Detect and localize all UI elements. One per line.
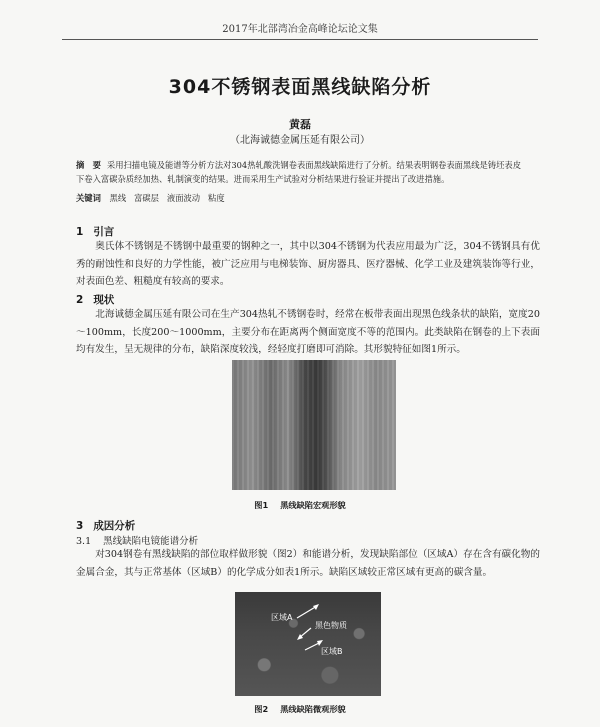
- section-number: 2: [76, 294, 84, 306]
- keyword: 粘度: [208, 193, 225, 203]
- keyword: 黑线: [109, 193, 127, 203]
- running-head: 2017年北部湾冶金高峰论坛论文集: [62, 20, 538, 40]
- author-name: 黄磊: [289, 118, 311, 131]
- section-number: 3: [76, 520, 84, 532]
- section-number: 1: [76, 226, 84, 238]
- section-1-paragraph: 奥氏体不锈钢是不锈钢中最重要的钢种之一，其中以304不锈钢为代表应用最为广泛，304不锈钢具有优秀的耐蚀性和良好的力学性能，被广泛应用与电梯装饰、厨房器具、医疗器械、化学工业及建筑装饰等行业，对表面色差、粗糙度有较高的要求。: [76, 241, 540, 287]
- figure-caption-text: 黑线缺陷微观形貌: [280, 704, 346, 714]
- abstract: [76, 158, 528, 186]
- figure-1-caption: [0, 500, 600, 511]
- section-title: 成因分析: [93, 520, 136, 532]
- section-heading-1: [76, 224, 114, 239]
- keywords: [76, 192, 528, 204]
- section-3-paragraph: 对304钢卷有黑线缺陷的部位取样做形貌（图2）和能谱分析，发现缺陷部位（区域A）存在含有碳化物的金属合金，其与正常基体（区域B）的化学成分如表1所示。缺陷区域较正常区域有更高的碳含量。: [76, 549, 540, 578]
- keyword: 液面波动: [166, 193, 201, 203]
- author-affiliation: （北海诚德金属压延有限公司）: [230, 135, 370, 146]
- black-substance-label: 黑色物质: [315, 621, 347, 630]
- figure-2-image: [235, 592, 381, 696]
- section-heading-3: [76, 518, 135, 533]
- keyword: 富碳层: [134, 193, 159, 203]
- section-2-paragraph: 北海诚德金属压延有限公司在生产304热轧不锈钢卷时，经常在板带表面出现黑色线条状的缺陷，宽度20～100mm，长度200～1000mm，主要分布在距离两个侧面宽度不等的范围内。此类缺陷在钢卷的上下表面均有发生，呈无规律的分布，缺陷深度较浅，经轻度打磨即可消除。其形貌特征如图1所示。: [76, 309, 540, 355]
- region-a-label: 区域A: [271, 613, 293, 622]
- figure-number: 图2: [254, 704, 269, 714]
- figure-1-image: [232, 360, 396, 490]
- section-heading-2: [76, 292, 114, 307]
- keywords-label: 关键词: [76, 193, 101, 203]
- region-b-label: 区域B: [321, 647, 343, 656]
- abstract-label: 摘 要: [76, 160, 101, 170]
- section-title: 引言: [93, 226, 115, 238]
- section-title: 现状: [93, 294, 115, 306]
- figure-2-arrows: [235, 592, 381, 696]
- paper-title: 304不锈钢表面黑线缺陷分析: [168, 76, 432, 98]
- subsection-number: 3.1: [76, 536, 92, 547]
- figure-2-caption: [0, 704, 600, 715]
- abstract-text: 采用扫描电镜及能谱等分析方法对304热轧酸洗钢卷表面黑线缺陷进行了分析。结果表明钢卷表面黑线是铸坯表皮下卷入富碳杂质经加热、轧制演变的结果。进而采用生产试验对分析结果进行验证并提出了改进措施。: [76, 160, 521, 184]
- figure-caption-text: 黑线缺陷宏观形貌: [280, 500, 346, 510]
- subsection-title: 黑线缺陷电镜能谱分析: [103, 536, 199, 547]
- subsection-heading-3-1: [76, 533, 198, 547]
- figure-number: 图1: [254, 500, 269, 510]
